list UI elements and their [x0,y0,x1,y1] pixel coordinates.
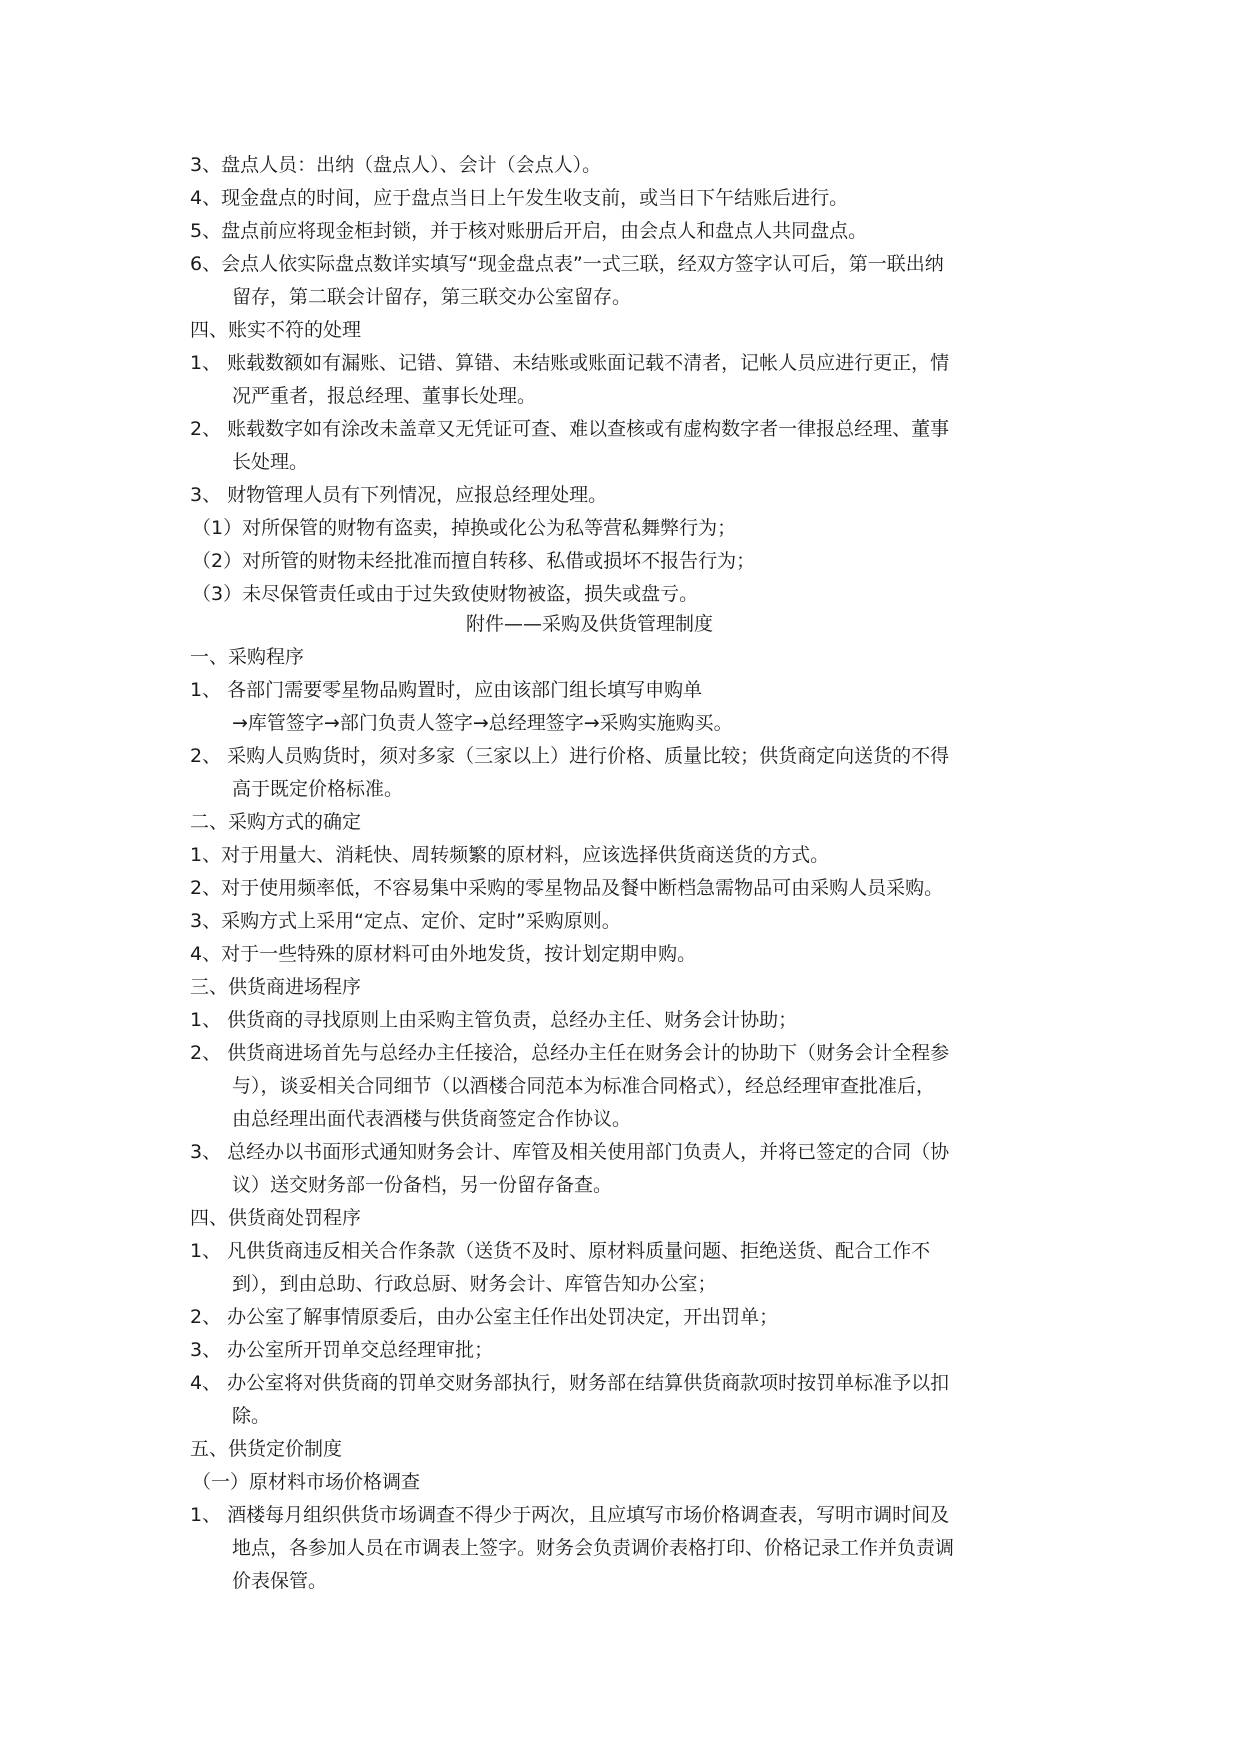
text-line: 议）送交财务部一份备档，另一份留存备查。 [232,1174,613,1196]
section-heading: 一、采购程序 [190,646,305,668]
text-line: 1、 各部门需要零星物品购置时，应由该部门组长填写申购单 [190,679,703,701]
text-line: 地点，各参加人员在市调表上签字。财务会负责调价表格打印、价格记录工作并负责调 [232,1537,955,1559]
text-line: 1、 凡供货商违反相关合作条款（送货不及时、原材料质量问题、拒绝送货、配合工作不 [190,1240,931,1262]
text-line: 1、 供货商的寻找原则上由采购主管负责，总经办主任、财务会计协助； [190,1009,798,1031]
text-line: 2、 供货商进场首先与总经办主任接洽，总经办主任在财务会计的协助下（财务会计全程参 [190,1042,950,1064]
text-line: 3、 财物管理人员有下列情况，应报总经理处理。 [190,484,608,506]
section-heading: 五、供货定价制度 [190,1438,343,1460]
text-line: 与），谈妥相关合同细节（以酒楼合同范本为标准合同格式），经总经理审查批准后， [232,1075,936,1097]
text-line: 除。 [232,1405,271,1427]
text-line: 由总经理出面代表酒楼与供货商签定合作协议。 [232,1108,632,1130]
text-line: →库管签字→部门负责人签字→总经理签字→采购实施购买。 [232,712,733,734]
text-line: （2）对所管的财物未经批准而擅自转移、私借或损坏不报告行为； [192,550,756,572]
text-line: 4、对于一些特殊的原材料可由外地发货，按计划定期申购。 [190,943,697,965]
text-line: 况严重者，报总经理、董事长处理。 [232,385,537,407]
text-line: 2、对于使用频率低，不容易集中采购的零星物品及餐中断档急需物品可由采购人员采购。 [190,877,944,899]
subsection-heading: （一）原材料市场价格调查 [192,1471,421,1493]
text-line: 到），到由总助、行政总厨、财务会计、库管告知办公室； [232,1273,717,1295]
appendix-title: 附件——采购及供货管理制度 [466,613,714,635]
text-line: 长处理。 [232,451,309,473]
text-line: （3）未尽保管责任或由于过失致使财物被盗，损失或盘亏。 [192,583,699,605]
text-line: 4、现金盘点的时间，应于盘点当日上午发生收支前，或当日下午结账后进行。 [190,187,849,209]
section-heading: 二、采购方式的确定 [190,811,362,833]
text-line: 3、采购方式上采用“定点、定价、定时”采购原则。 [190,910,621,932]
text-line: 2、 账载数字如有涂改未盖章又无凭证可查、难以查核或有虚构数字者一律报总经理、董事 [190,418,950,440]
text-line: 4、 办公室将对供货商的罚单交财务部执行，财务部在结算供货商款项时按罚单标准予以扣 [190,1372,950,1394]
text-line: 3、盘点人员：出纳（盘点人）、会计（会点人）。 [190,154,602,176]
text-line: 3、 办公室所开罚单交总经理审批； [190,1339,494,1361]
text-line: （1）对所保管的财物有盗卖，掉换或化公为私等营私舞弊行为； [192,517,737,539]
text-line: 6、会点人依实际盘点数详实填写“现金盘点表”一式三联，经双方签字认可后，第一联出纳 [190,253,944,275]
section-heading: 四、账实不符的处理 [190,319,362,341]
text-line: 5、盘点前应将现金柜封锁，并于核对账册后开启，由会点人和盘点人共同盘点。 [190,220,868,242]
text-line: 高于既定价格标准。 [232,778,404,800]
text-line: 2、 办公室了解事情原委后，由办公室主任作出处罚决定，开出罚单； [190,1306,779,1328]
section-heading: 四、供货商处罚程序 [190,1207,362,1229]
text-line: 3、 总经办以书面形式通知财务会计、库管及相关使用部门负责人，并将已签定的合同（协 [190,1141,950,1163]
text-line: 1、 账载数额如有漏账、记错、算错、未结账或账面记载不清者，记帐人员应进行更正，情 [190,352,950,374]
text-line: 留存，第二联会计留存，第三联交办公室留存。 [232,286,632,308]
text-line: 1、 酒楼每月组织供货市场调查不得少于两次，且应填写市场价格调查表，写明市调时间及 [190,1504,950,1526]
text-line: 2、 采购人员购货时，须对多家（三家以上）进行价格、质量比较；供货商定向送货的不得 [190,745,950,767]
section-heading: 三、供货商进场程序 [190,976,362,998]
text-line: 价表保管。 [232,1570,328,1592]
text-line: 1、对于用量大、消耗快、周转频繁的原材料，应该选择供货商送货的方式。 [190,844,830,866]
